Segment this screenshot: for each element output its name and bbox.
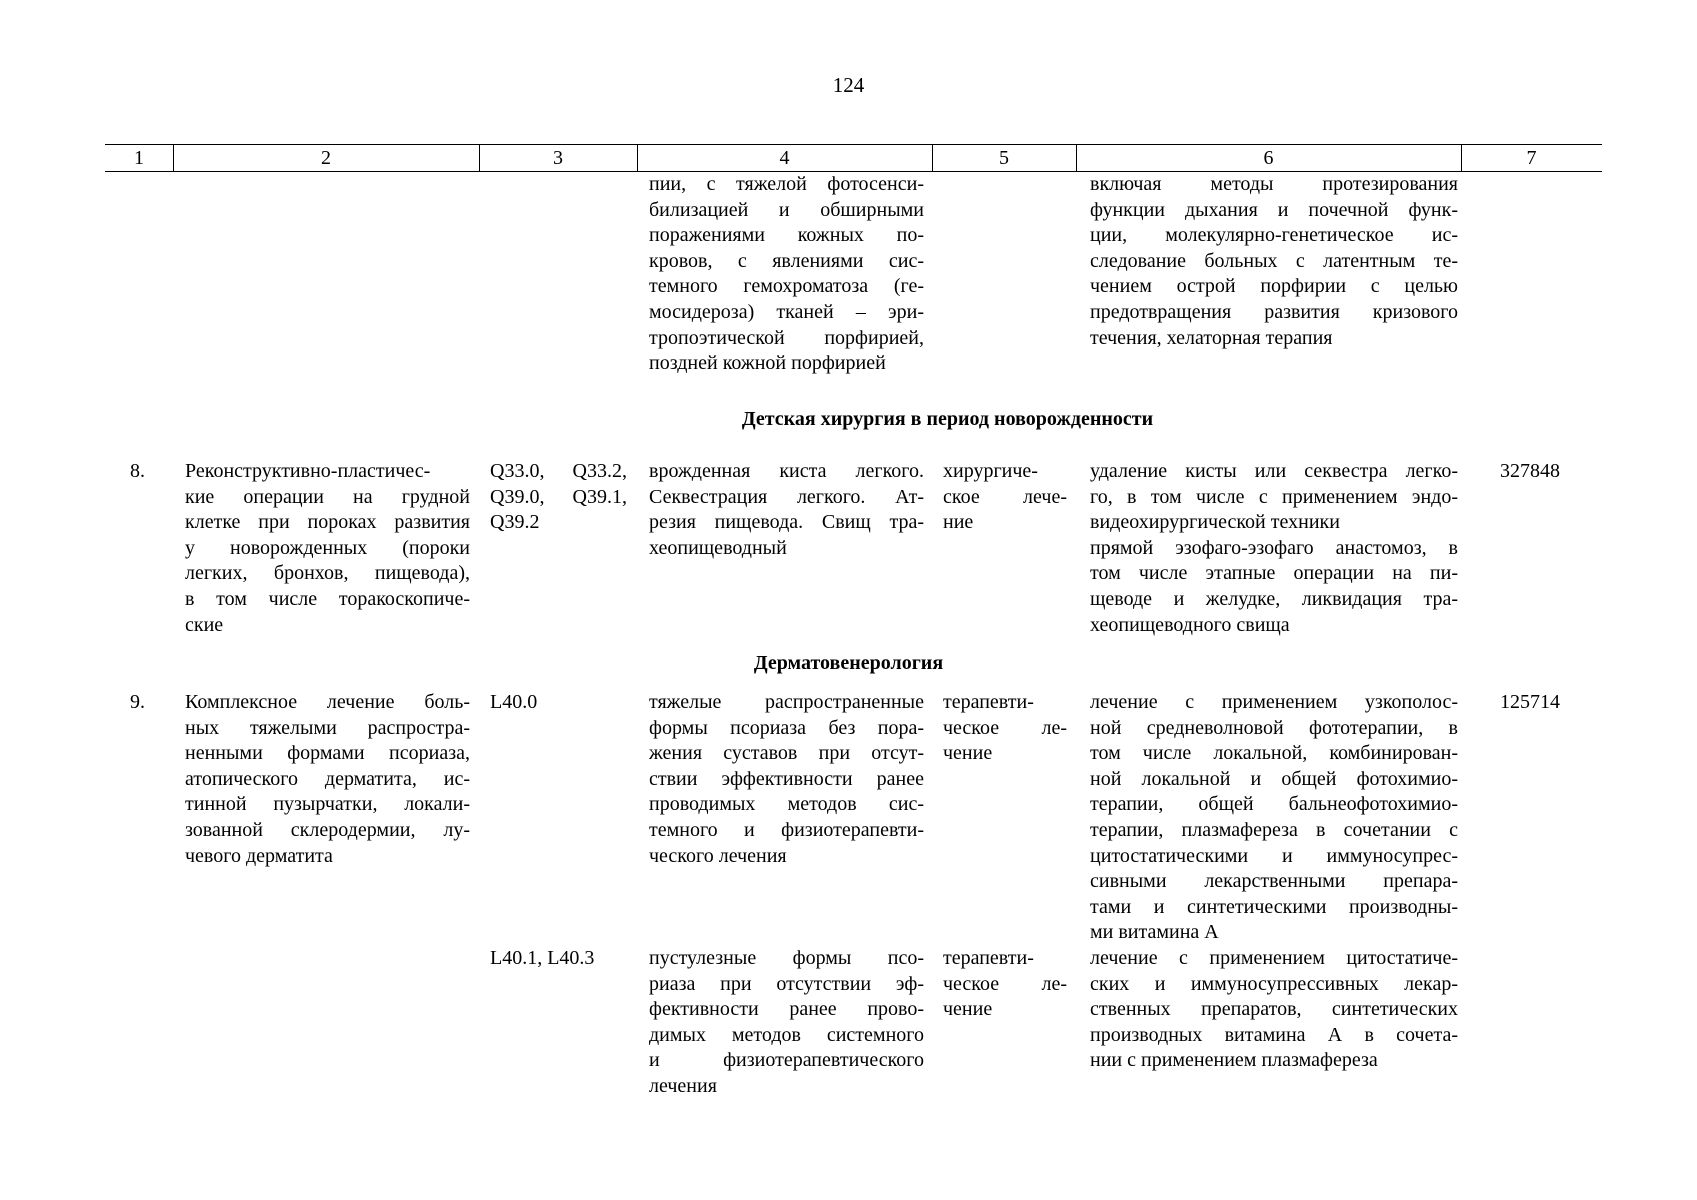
text-line: производных витамина А в сочета- (1090, 1023, 1458, 1046)
text-line: терапевти- (943, 691, 1034, 713)
icd-codes-cell (490, 459, 627, 536)
text-line: фективности ранее прово- (649, 998, 924, 1021)
text-line: лечение с применением узкополос- (1090, 691, 1458, 713)
text-line: темного и физиотерапевти- (649, 818, 924, 841)
text-line: прямой эзофаго-эзофаго анастомоз, в (1090, 536, 1458, 559)
text-line: ческое ле- (943, 716, 1067, 739)
text-line: терапевти- (943, 947, 1034, 969)
text-line: тропоэтической порфирией, (649, 326, 924, 349)
text-line: кровов, с явлениями сис- (649, 249, 924, 272)
cost-value: 125714 (1500, 691, 1560, 713)
text-line: удаление кисты или секвестра легко- (1090, 460, 1458, 482)
text-line: чение (943, 998, 993, 1021)
text-line: L40.1, L40.3 (490, 947, 595, 969)
treatment-type-cell (943, 459, 1067, 536)
text-line: следование больных с латентным те- (1090, 249, 1458, 272)
text-line: пустулезные формы псо- (649, 947, 924, 969)
text-line: Q39.2 (490, 511, 540, 534)
text-line: легких, бронхов, пищевода), (185, 562, 470, 585)
text-line: тяжелые распространенные (649, 691, 924, 713)
patient-model-cell (649, 690, 924, 869)
text-line: хеопищеводный (649, 536, 787, 559)
text-line: предотвращения развития кризового (1090, 300, 1458, 323)
text-line: сивными лекарственными препара- (1090, 870, 1458, 893)
text-line: поздней кожной порфирией (649, 352, 886, 375)
text-line: резия пищевода. Свищ тра- (649, 511, 924, 534)
text-line: ной средневолновой фототерапии, в (1090, 716, 1458, 739)
header-col-2: 2 (321, 147, 331, 169)
text-line: терапии, общей бальнеофотохимио- (1090, 793, 1458, 816)
treatment-method-cell (1090, 690, 1458, 946)
text-line: включая методы протезирования (1090, 173, 1458, 195)
text-line: терапии, плазмафереза в сочетании с (1090, 818, 1458, 841)
text-line: клетке при пороках развития (185, 511, 470, 534)
text-line: течения, хелаторная терапия (1090, 326, 1333, 349)
text-line: ненными формами псориаза, (185, 742, 470, 765)
text-line: поражениями кожных по- (649, 224, 924, 247)
text-line: ское лече- (943, 485, 1067, 508)
row-number: 8. (130, 460, 145, 482)
text-line: билизацией и обширными (649, 198, 924, 221)
text-line: функции дыхания и почечной функ- (1090, 198, 1458, 221)
section-title: Детская хирургия в период новорожденности (741, 408, 1154, 430)
text-line: ной локальной и общей фотохимио- (1090, 767, 1458, 790)
text-line: щеводе и желудке, ликвидация тра- (1090, 587, 1458, 610)
patient-model-cell (649, 946, 924, 1100)
continuation-method-cell (1090, 172, 1458, 351)
text-line: том числе локальной, комбинирован- (1090, 742, 1458, 765)
section-title: Дерматовенерология (753, 652, 944, 674)
treatment-method-cell (1090, 946, 1458, 1074)
text-line: атопического дерматита, ис- (185, 767, 470, 790)
text-line: Секвестрация легкого. Ат- (649, 485, 924, 508)
cost-value: 327848 (1500, 460, 1560, 482)
text-line: чение (943, 742, 993, 765)
text-line: тинной пузырчатки, локали- (185, 793, 470, 816)
text-line: формы псориаза без пора- (649, 716, 924, 739)
text-line: Реконструктивно-пластичес- (185, 460, 431, 482)
treatment-type-cell (943, 690, 1067, 767)
text-line: чением острой порфирии с целью (1090, 275, 1458, 298)
text-line: кие операции на грудной (185, 485, 470, 508)
treatment-method-cell (1090, 459, 1458, 638)
text-line: ние (943, 511, 974, 534)
text-line: чевого дерматита (185, 844, 333, 867)
text-line: ческое ле- (943, 972, 1067, 995)
text-line: тами и синтетическими производны- (1090, 895, 1458, 918)
text-line: хирургиче- (943, 460, 1038, 482)
text-line: у новорожденных (пороки (185, 536, 470, 559)
text-line: ствии эффективности ранее (649, 767, 924, 790)
text-line: ных тяжелыми распростра- (185, 716, 470, 739)
text-line: проводимых методов сис- (649, 793, 924, 816)
text-line: ции, молекулярно-генетическое ис- (1090, 224, 1458, 247)
header-col-1: 1 (134, 147, 144, 169)
text-line: го, в том числе с применением эндо- (1090, 485, 1458, 508)
text-line: зованной склеродермии, лу- (185, 818, 470, 841)
table-header-row (105, 144, 1602, 172)
text-line: цитостатическими и иммуносупрес- (1090, 844, 1458, 867)
page-number: 124 (832, 73, 865, 97)
text-line: лечение с применением цитостатиче- (1090, 947, 1458, 969)
text-line: ческого лечения (649, 844, 787, 867)
procedure-name-cell (185, 459, 470, 638)
icd-codes-cell (490, 946, 627, 972)
text-line: врожденная киста легкого. (649, 460, 924, 482)
header-col-4: 4 (779, 147, 790, 169)
text-line: Q39.0, Q39.1, (490, 485, 627, 508)
text-line: ские (185, 613, 224, 636)
text-line: ственных препаратов, синтетических (1090, 998, 1458, 1021)
text-line: ских и иммуносупрессивных лекар- (1090, 972, 1458, 995)
row-number: 9. (130, 691, 145, 713)
text-line: димых методов системного (649, 1023, 924, 1046)
header-col-6: 6 (1263, 147, 1274, 169)
text-line: L40.0 (490, 691, 538, 713)
text-line: видеохирургической техники (1090, 511, 1340, 534)
text-line: Q33.0, Q33.2, (490, 460, 627, 482)
text-line: том числе этапные операции на пи- (1090, 562, 1458, 585)
text-line: жения суставов при отсут- (649, 742, 924, 765)
text-line: риаза при отсутствии эф- (649, 972, 924, 995)
patient-model-cell (649, 459, 924, 561)
text-line: ми витамина А (1090, 921, 1219, 944)
text-line: хеопищеводного свища (1090, 613, 1290, 636)
procedure-name-cell (185, 690, 470, 869)
icd-codes-cell (490, 690, 627, 716)
text-line: Комплексное лечение боль- (185, 691, 470, 713)
text-line: пии, с тяжелой фотосенси- (649, 173, 924, 195)
text-line: нии с применением плазмафереза (1090, 1049, 1378, 1072)
text-line: и физиотерапевтического (649, 1049, 924, 1072)
header-col-5: 5 (999, 147, 1009, 169)
continuation-model-cell (649, 172, 924, 377)
text-line: в том числе торакоскопиче- (185, 587, 470, 610)
header-col-7: 7 (1526, 147, 1537, 169)
header-col-3: 3 (553, 147, 563, 169)
text-line: лечения (649, 1074, 717, 1097)
treatment-type-cell (943, 946, 1067, 1023)
text-line: мосидероза) тканей – эри- (649, 300, 924, 323)
text-line: темного гемохроматоза (ге- (649, 275, 924, 298)
